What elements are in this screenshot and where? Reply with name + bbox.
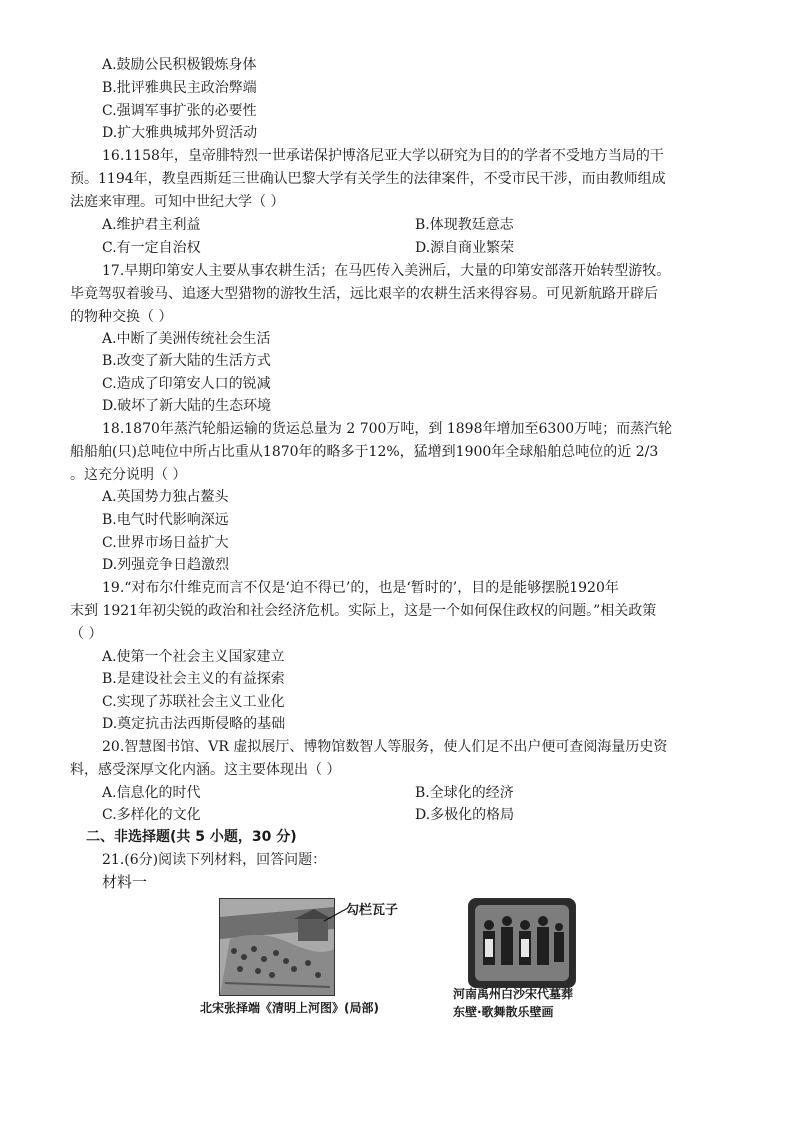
q16-stem-line2: 预。1194年，教皇西斯廷三世确认巴黎大学有关学生的法律案件，不受市民干涉，而由教师组成 xyxy=(70,171,666,187)
q19-option-b: B.是建设社会主义的有益探索 xyxy=(102,671,285,687)
q18-option-d: D.列强竞争日趋激烈 xyxy=(102,557,230,573)
q19-option-a: A.使第一个社会主义国家建立 xyxy=(102,649,285,665)
q18-option-b: B.电气时代影响深远 xyxy=(102,512,229,528)
q16-option-d: D.源自商业繁荣 xyxy=(415,240,515,256)
q21-intro: 21.(6分)阅读下列材料，回答问题： xyxy=(102,852,327,868)
q19-option-d: D.奠定抗击法西斯侵略的基础 xyxy=(102,716,286,732)
q17-stem-line2: 毕竟驾驭着骏马、追逐大型猎物的游牧生活，远比艰辛的农耕生活来得容易。可见新航路开辟后 xyxy=(70,286,658,302)
q18-stem-line2: 船船舶(只)总吨位中所占比重从1870年的略多于12%，猛增到1900年全球船舶总吨位的近 2/3 xyxy=(70,444,659,460)
q20-option-c: C.多样化的文化 xyxy=(102,807,201,823)
q20-option-a: A.信息化的时代 xyxy=(102,785,201,801)
q20-stem-line1: 20.智慧图书馆、VR 虚拟展厅、博物馆数智人等服务，使人们足不出户便可查阅海量历史资 xyxy=(102,739,668,755)
qingming-scroll-image xyxy=(219,898,335,996)
q19-option-c: C.实现了苏联社会主义工业化 xyxy=(102,694,285,710)
q17-option-a: A.中断了美洲传统社会生活 xyxy=(102,331,271,347)
q18-stem-line1: 18.1870年蒸汽轮船运输的货运总量为 2 700万吨，到 1898年增加至6300万吨；而蒸汽轮 xyxy=(102,421,673,437)
material-label: 材料一 xyxy=(102,873,148,891)
q17-stem-line1: 17.早期印第安人主要从事农耕生活；在马匹传入美洲后，大量的印第安部落开始转型游牧。 xyxy=(102,263,671,279)
fig2-caption-line2: 东壁·歌舞散乐壁画 xyxy=(453,1005,554,1019)
q16-option-a: A.维护君主利益 xyxy=(102,217,201,233)
q15-option-b: B.批评雅典民主政治弊端 xyxy=(102,80,257,96)
section-heading: 二、非选择题(共 5 小题，30 分) xyxy=(86,829,297,845)
song-tomb-mural-image xyxy=(468,898,576,988)
fig2-caption-line1: 河南禹州白沙宋代墓葬 xyxy=(453,987,574,1001)
q20-stem-line2: 料，感受深厚文化内涵。这主要体现出（ ） xyxy=(70,762,341,778)
fig1-caption: 北宋张择端《清明上河图》(局部) xyxy=(200,1001,379,1015)
q18-option-a: A.英国势力独占鳌头 xyxy=(102,489,229,505)
q16-stem-line1: 16.1158年，皇帝腓特烈一世承诺保护博洛尼亚大学以研究为目的的学者不受地方当局的干 xyxy=(102,148,664,164)
q15-option-d: D.扩大雅典城邦外贸活动 xyxy=(102,125,258,141)
q17-stem-line3: 的物种交换（ ） xyxy=(70,309,173,325)
q16-stem-line3: 法庭来审理。可知中世纪大学（ ） xyxy=(70,194,285,210)
q16-option-c: C.有一定自治权 xyxy=(102,240,201,256)
q19-stem-line1: 19.“对布尔什维克而言不仅是‘迫不得已’的，也是‘暂时的’，目的是能够摆脱1920年 xyxy=(102,580,619,596)
q19-stem-line2: 末到 1921年初尖锐的政治和社会经济危机。实际上，这是一个如何保住政权的问题。”相关政策 xyxy=(70,603,657,619)
q15-option-c: C.强调军事扩张的必要性 xyxy=(102,103,257,119)
q16-option-b: B.体现教廷意志 xyxy=(415,217,514,233)
q18-option-c: C.世界市场日益扩大 xyxy=(102,535,229,551)
fig1-annotation: 勾栏瓦子 xyxy=(346,903,399,918)
q15-option-a: A.鼓励公民积极锻炼身体 xyxy=(102,57,257,73)
q17-option-d: D.破坏了新大陆的生态环境 xyxy=(102,398,272,414)
q20-option-b: B.全球化的经济 xyxy=(415,785,514,801)
q18-stem-line3: 。这充分说明（ ） xyxy=(70,467,187,483)
q19-stem-line3: （ ） xyxy=(70,626,103,642)
q17-option-b: B.改变了新大陆的生活方式 xyxy=(102,353,271,369)
q20-option-d: D.多极化的格局 xyxy=(415,807,515,823)
q17-option-c: C.造成了印第安人口的锐减 xyxy=(102,376,271,392)
